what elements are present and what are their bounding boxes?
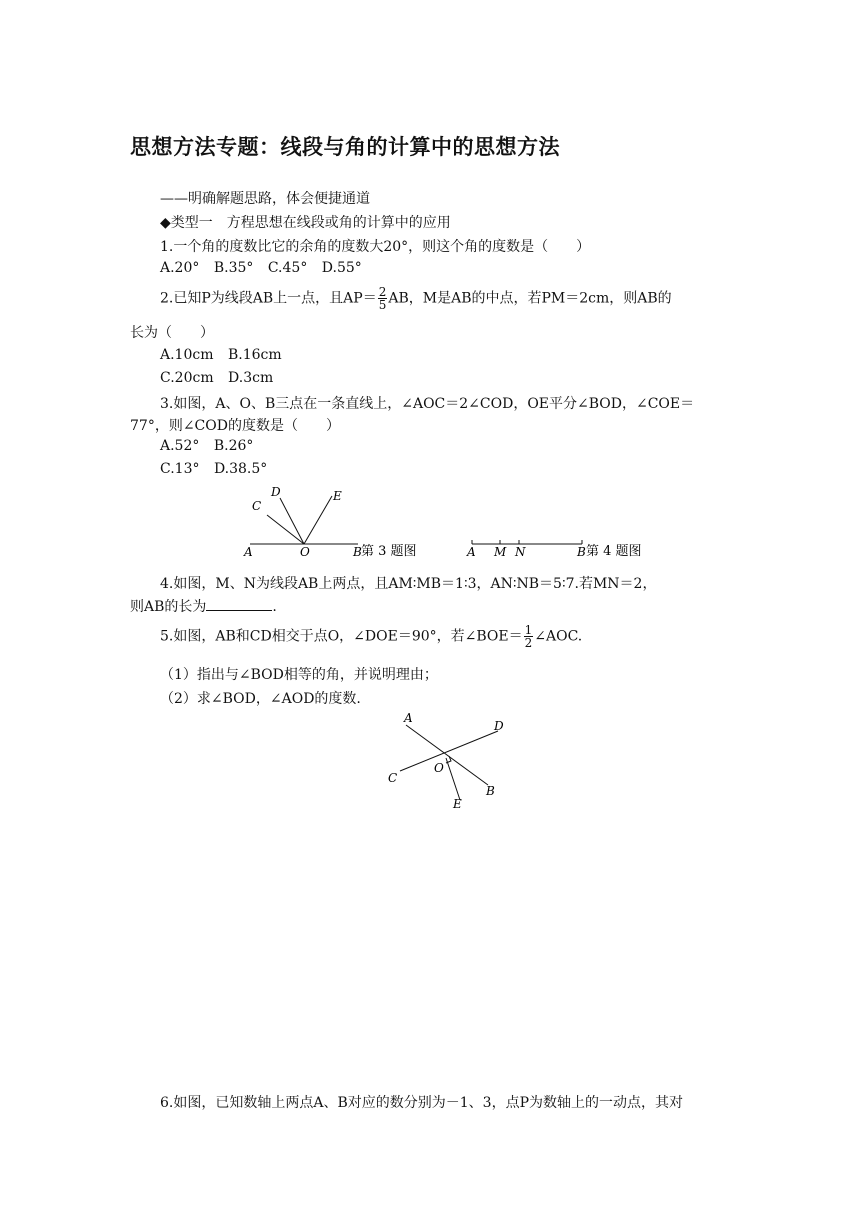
fig5-label-d: D xyxy=(494,719,504,733)
fig5-line-ab xyxy=(406,725,488,785)
fig3-label-c: C xyxy=(252,499,262,513)
q4-answer-blank[interactable] xyxy=(206,598,272,611)
q1-option-c: C.45° xyxy=(267,260,308,276)
fig3-ray-oc xyxy=(267,515,304,544)
type1-heading: ◆类型一 方程思想在线段或角的计算中的应用 xyxy=(160,215,451,231)
fig3-ray-oe xyxy=(304,496,332,544)
q3-options-row2 xyxy=(160,461,277,477)
fig5-ray-oe xyxy=(446,758,460,800)
q5-fraction xyxy=(524,624,534,649)
fig5-label-a: A xyxy=(404,711,413,725)
q1-stem: 1.一个角的度数比它的余角的度数大20°，则这个角的度数是（ ） xyxy=(160,239,591,255)
figure-4 xyxy=(462,530,662,566)
fig4-label-b: B xyxy=(577,545,586,559)
q2-frac-den: 5 xyxy=(378,298,387,312)
q3-options-row1 xyxy=(160,438,263,454)
q5-sub2: （2）求∠BOD，∠AOD的度数. xyxy=(160,691,361,707)
q1-option-b: B.35° xyxy=(213,260,254,276)
subtitle: ——明确解题思路，体会便捷通道 xyxy=(160,191,370,207)
q1-option-a: A.20° xyxy=(160,260,200,276)
q5-frac-num: 1 xyxy=(524,623,533,637)
fig3-label-e: E xyxy=(333,489,342,503)
q2-option-b: B.16cm xyxy=(227,347,282,363)
fig3-label-d: D xyxy=(271,485,281,499)
q5-stem-post: ∠AOC. xyxy=(534,628,583,645)
fig4-label-m: M xyxy=(494,545,507,559)
q1-option-d: D.55° xyxy=(321,260,362,276)
page-title: 思想方法专题：线段与角的计算中的思想方法 xyxy=(130,135,560,159)
q2-stem-post: AB，M是AB的中点，若PM＝2cm，则AB的 xyxy=(388,290,672,307)
fig4-label-a: A xyxy=(467,545,476,559)
q5-sub1: （1）指出与∠BOD相等的角，并说明理由； xyxy=(160,667,438,683)
q2-frac-num: 2 xyxy=(378,285,387,299)
q6-line1: 6.如图，已知数轴上两点A、B对应的数分别为－1、3，点P为数轴上的一动点，其对 xyxy=(160,1095,683,1111)
fig5-label-c: C xyxy=(388,771,398,785)
q5-stem xyxy=(160,624,582,649)
fig3-ray-od xyxy=(280,498,304,544)
q5-frac-den: 2 xyxy=(524,636,533,650)
q2-option-a: A.10cm xyxy=(160,347,214,363)
q2-options-row1 xyxy=(160,347,292,363)
q2-option-d: D.3cm xyxy=(228,370,274,386)
fig3-caption: 第 3 题图 xyxy=(361,544,417,559)
q4-line2 xyxy=(130,596,277,616)
q1-options xyxy=(160,260,372,276)
fig3-label-a: A xyxy=(244,545,253,559)
fig4-caption: 第 4 题图 xyxy=(586,544,642,559)
q2-fraction xyxy=(378,286,388,311)
q4-line1: 4.如图，M、N为线段AB上两点，且AM∶MB＝1∶3，AN∶NB＝5∶7.若MN＝2， xyxy=(160,576,657,592)
fig5-line-cd xyxy=(400,731,498,771)
q2-options-row2 xyxy=(160,370,283,386)
figure-5 xyxy=(380,705,520,815)
q2-stem-pre: 2.已知P为线段AB上一点，且AP＝ xyxy=(160,290,377,307)
q3-option-a: A.52° xyxy=(160,438,200,454)
q3-option-d: D.38.5° xyxy=(213,461,268,477)
q3-option-b: B.26° xyxy=(213,438,254,454)
fig5-label-b: B xyxy=(486,784,495,798)
q3-option-c: C.13° xyxy=(160,461,200,477)
fig5-label-e: E xyxy=(453,797,462,811)
fig3-label-o: O xyxy=(300,545,310,559)
fig5-label-o: O xyxy=(434,761,444,775)
q2-stem xyxy=(160,286,672,311)
q2-stem-line2: 长为（ ） xyxy=(130,325,214,341)
fig3-label-b: B xyxy=(353,545,362,559)
q4-line2-post: . xyxy=(272,599,277,615)
fig4-label-n: N xyxy=(515,545,526,559)
q5-stem-pre: 5.如图，AB和CD相交于点O，∠DOE＝90°，若∠BOE＝ xyxy=(160,628,523,645)
figure-3 xyxy=(240,482,440,562)
q3-line1: 3.如图，A、O、B三点在一条直线上，∠AOC＝2∠COD，OE平分∠BOD，∠COE＝ xyxy=(160,396,695,412)
q4-line2-pre: 则AB的长为 xyxy=(130,599,207,615)
q3-line2: 77°，则∠COD的度数是（ ） xyxy=(130,418,340,434)
q2-option-c: C.20cm xyxy=(160,370,214,386)
